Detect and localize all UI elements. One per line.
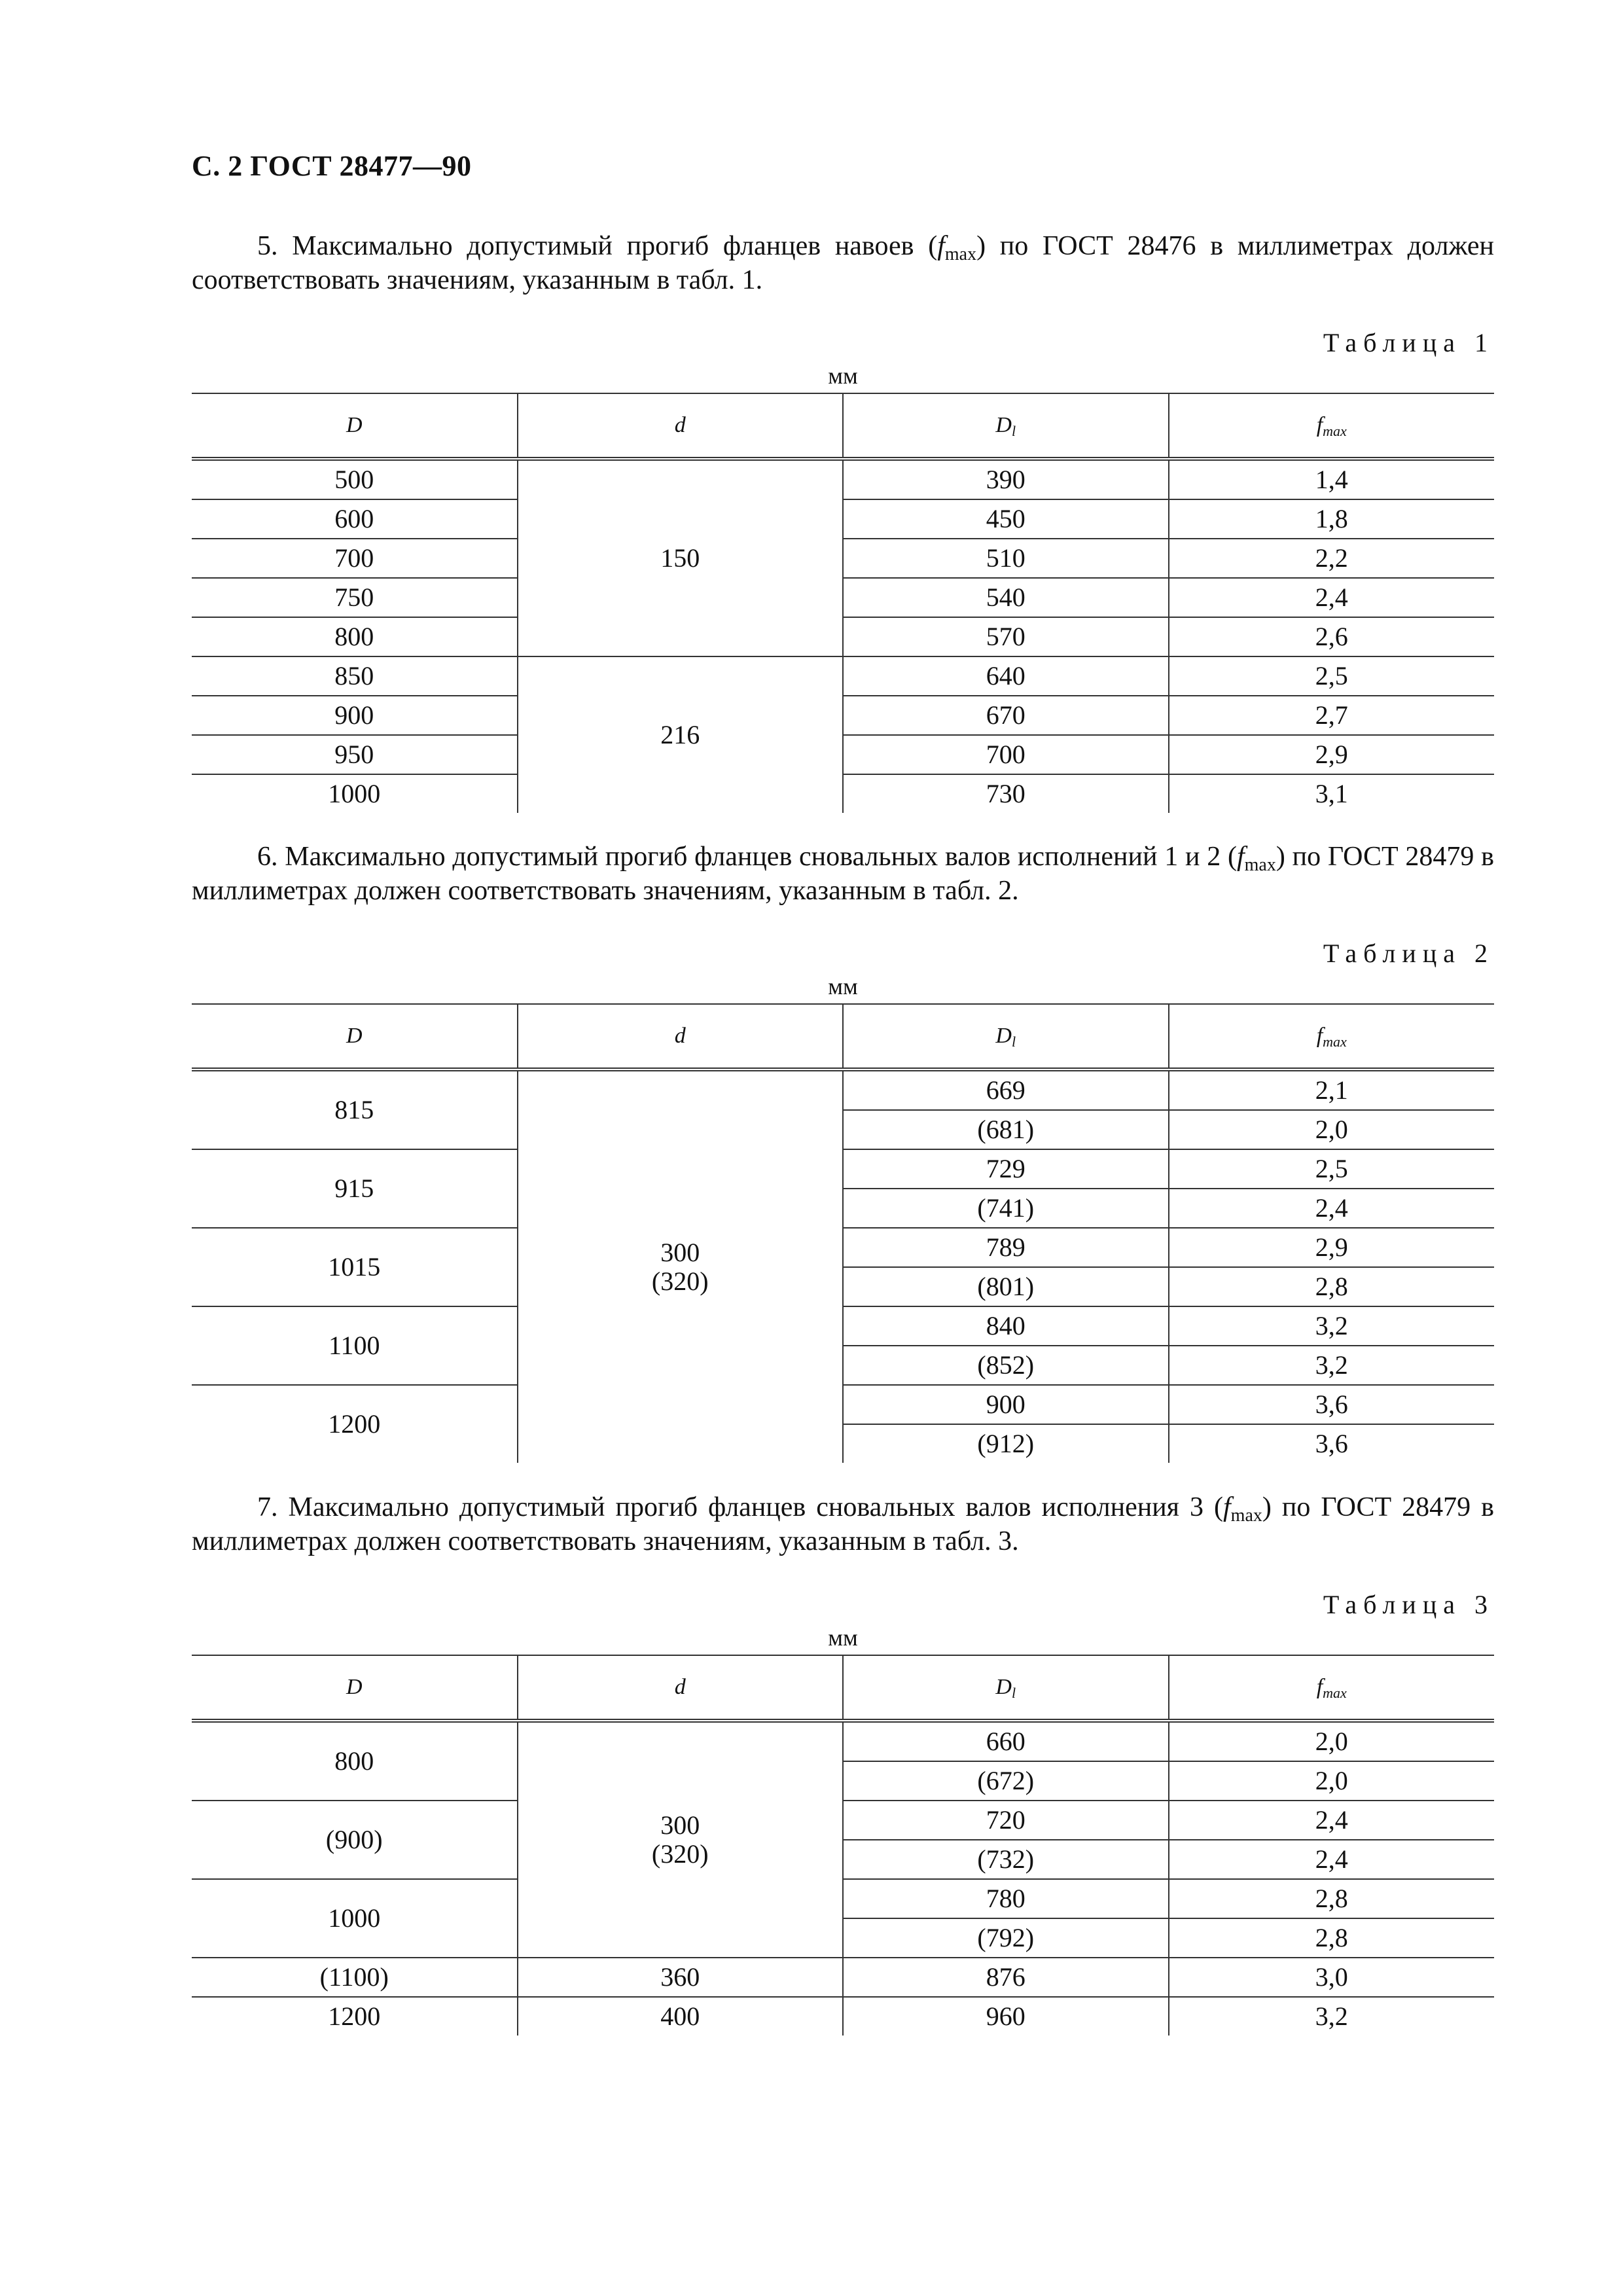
cell-fmax: 2,5 xyxy=(1169,656,1495,696)
cell-D: 800 xyxy=(192,617,518,656)
col-header-D: D xyxy=(192,393,518,459)
cell-fmax: 2,4 xyxy=(1169,578,1495,617)
cell-d: 216 xyxy=(518,656,844,813)
cell-D1: 510 xyxy=(843,539,1169,578)
cell-fmax: 3,2 xyxy=(1169,1306,1495,1346)
col-header-D1: $D_l$ xyxy=(843,393,1169,459)
cell-D: 700 xyxy=(192,539,518,578)
cell-D: 950 xyxy=(192,735,518,774)
cell-D1: 960 xyxy=(843,1997,1169,2036)
table-3-unit: мм xyxy=(828,1624,858,1651)
cell-D1: 669 xyxy=(843,1069,1169,1110)
cell-fmax: 2,9 xyxy=(1169,1228,1495,1267)
table-row xyxy=(192,539,1494,578)
cell-D: 800 xyxy=(192,1721,518,1801)
cell-D1: (912) xyxy=(843,1424,1169,1463)
cell-D1: 780 xyxy=(843,1879,1169,1918)
fmax-symbol: f xyxy=(1236,842,1245,872)
col-header-D1: $D_l$ xyxy=(843,1004,1169,1069)
cell-fmax: 2,1 xyxy=(1169,1069,1495,1110)
table-row xyxy=(192,1879,1494,1918)
cell-D: 850 xyxy=(192,656,518,696)
cell-fmax: 3,6 xyxy=(1169,1424,1495,1463)
cell-fmax: 3,2 xyxy=(1169,1997,1495,2036)
col-header-D: D xyxy=(192,1004,518,1069)
cell-D1: (792) xyxy=(843,1918,1169,1958)
table-row xyxy=(192,774,1494,813)
cell-D: 600 xyxy=(192,499,518,539)
table-row xyxy=(192,1069,1494,1110)
cell-D: 750 xyxy=(192,578,518,617)
cell-D1: 390 xyxy=(843,459,1169,499)
table-1-unit: мм xyxy=(828,363,858,389)
cell-fmax: 2,8 xyxy=(1169,1918,1495,1958)
table-row xyxy=(192,1149,1494,1189)
cell-D1: 840 xyxy=(843,1306,1169,1346)
cell-fmax: 3,0 xyxy=(1169,1958,1495,1997)
cell-fmax: 2,8 xyxy=(1169,1267,1495,1306)
cell-D1: 670 xyxy=(843,696,1169,735)
table-row xyxy=(192,1721,1494,1761)
cell-fmax: 2,0 xyxy=(1169,1761,1495,1801)
col-header-d: d xyxy=(518,393,844,459)
table-3 xyxy=(192,1655,1494,2036)
cell-fmax: 2,6 xyxy=(1169,617,1495,656)
paragraph-6-rest: ) по ГОСТ 28479 в миллиметрах должен соответствовать значениям, указанным в табл. 2. xyxy=(192,842,1495,906)
table-row xyxy=(192,459,1494,499)
table-row xyxy=(192,735,1494,774)
cell-D: 1200 xyxy=(192,1385,518,1463)
col-header-d: d xyxy=(518,1655,844,1721)
col-header-d: d xyxy=(518,1004,844,1069)
cell-D: 1100 xyxy=(192,1306,518,1385)
cell-D: 1000 xyxy=(192,1879,518,1958)
col-header-fmax: $f_{max}$ xyxy=(1169,393,1495,459)
cell-D: 815 xyxy=(192,1069,518,1149)
table-row xyxy=(192,617,1494,656)
cell-D1: (672) xyxy=(843,1761,1169,1801)
cell-D: 1000 xyxy=(192,774,518,813)
cell-fmax: 2,0 xyxy=(1169,1110,1495,1149)
cell-fmax: 2,2 xyxy=(1169,539,1495,578)
cell-D1: 660 xyxy=(843,1721,1169,1761)
cell-D: 1015 xyxy=(192,1228,518,1306)
cell-D1: (852) xyxy=(843,1346,1169,1385)
table-2-label: Таблица 2 xyxy=(1323,939,1494,968)
cell-D1: 730 xyxy=(843,774,1169,813)
cell-fmax: 2,4 xyxy=(1169,1801,1495,1840)
cell-fmax: 2,8 xyxy=(1169,1879,1495,1918)
table-row xyxy=(192,1385,1494,1424)
table-row xyxy=(192,1801,1494,1840)
paragraph-5-lead: 5. Максимально допустимый прогиб фланцев навоев ( xyxy=(257,231,938,261)
cell-D1: 450 xyxy=(843,499,1169,539)
cell-D1: (681) xyxy=(843,1110,1169,1149)
cell-d: 400 xyxy=(518,1997,844,2036)
fmax-subscript: max xyxy=(1230,1505,1262,1526)
table-row xyxy=(192,578,1494,617)
page-header: С. 2 ГОСТ 28477—90 xyxy=(192,150,472,182)
cell-D1: 900 xyxy=(843,1385,1169,1424)
cell-D: (900) xyxy=(192,1801,518,1879)
cell-D: (1100) xyxy=(192,1958,518,1997)
table-row xyxy=(192,696,1494,735)
cell-D1: (741) xyxy=(843,1189,1169,1228)
cell-D1: 640 xyxy=(843,656,1169,696)
cell-D1: (801) xyxy=(843,1267,1169,1306)
table-row xyxy=(192,656,1494,696)
fmax-symbol: f xyxy=(1223,1492,1231,1522)
fmax-subscript: max xyxy=(944,244,977,264)
cell-D1: 570 xyxy=(843,617,1169,656)
table-row xyxy=(192,1306,1494,1346)
col-header-fmax: $f_{max}$ xyxy=(1169,1655,1495,1721)
cell-d: 150 xyxy=(518,459,844,656)
cell-fmax: 2,0 xyxy=(1169,1721,1495,1761)
cell-D1: 700 xyxy=(843,735,1169,774)
cell-fmax: 2,7 xyxy=(1169,696,1495,735)
cell-fmax: 3,6 xyxy=(1169,1385,1495,1424)
cell-d: 300 (320) xyxy=(518,1069,844,1463)
cell-d: 300 (320) xyxy=(518,1721,844,1958)
cell-D1: 720 xyxy=(843,1801,1169,1840)
cell-D1: 540 xyxy=(843,578,1169,617)
cell-fmax: 1,8 xyxy=(1169,499,1495,539)
table-row xyxy=(192,499,1494,539)
paragraph-6 xyxy=(192,840,1494,908)
cell-D1: 729 xyxy=(843,1149,1169,1189)
cell-fmax: 2,4 xyxy=(1169,1840,1495,1879)
fmax-symbol: f xyxy=(937,231,945,261)
paragraph-7-lead: 7. Максимально допустимый прогиб фланцев сновальных валов исполнения 3 ( xyxy=(257,1492,1223,1522)
table-3-label: Таблица 3 xyxy=(1323,1590,1494,1619)
paragraph-5 xyxy=(192,229,1494,297)
cell-d: 360 xyxy=(518,1958,844,1997)
col-header-D1: $D_l$ xyxy=(843,1655,1169,1721)
table-2 xyxy=(192,1003,1494,1463)
cell-D: 500 xyxy=(192,459,518,499)
table-2-unit: мм xyxy=(828,973,858,999)
cell-D: 915 xyxy=(192,1149,518,1228)
cell-D1: (732) xyxy=(843,1840,1169,1879)
table-row xyxy=(192,1958,1494,1997)
cell-fmax: 1,4 xyxy=(1169,459,1495,499)
cell-fmax: 3,1 xyxy=(1169,774,1495,813)
paragraph-5-rest: ) по ГОСТ 28476 в миллиметрах должен соответствовать значениям, указанным в табл. 1. xyxy=(192,231,1495,295)
cell-D1: 789 xyxy=(843,1228,1169,1267)
cell-fmax: 2,9 xyxy=(1169,735,1495,774)
cell-D: 1200 xyxy=(192,1997,518,2036)
cell-D1: 876 xyxy=(843,1958,1169,1997)
table-row xyxy=(192,1228,1494,1267)
cell-D: 900 xyxy=(192,696,518,735)
cell-fmax: 3,2 xyxy=(1169,1346,1495,1385)
table-row xyxy=(192,1997,1494,2036)
fmax-subscript: max xyxy=(1244,855,1276,875)
table-1-label: Таблица 1 xyxy=(1323,328,1494,357)
cell-fmax: 2,5 xyxy=(1169,1149,1495,1189)
cell-fmax: 2,4 xyxy=(1169,1189,1495,1228)
paragraph-7-rest: ) по ГОСТ 28479 в миллиметрах должен соответствовать значениям, указанным в табл. 3. xyxy=(192,1492,1494,1556)
col-header-D: D xyxy=(192,1655,518,1721)
paragraph-6-lead: 6. Максимально допустимый прогиб фланцев сновальных валов исполнений 1 и 2 ( xyxy=(257,842,1237,872)
table-1 xyxy=(192,393,1494,813)
col-header-fmax: $f_{max}$ xyxy=(1169,1004,1495,1069)
paragraph-7 xyxy=(192,1490,1494,1558)
